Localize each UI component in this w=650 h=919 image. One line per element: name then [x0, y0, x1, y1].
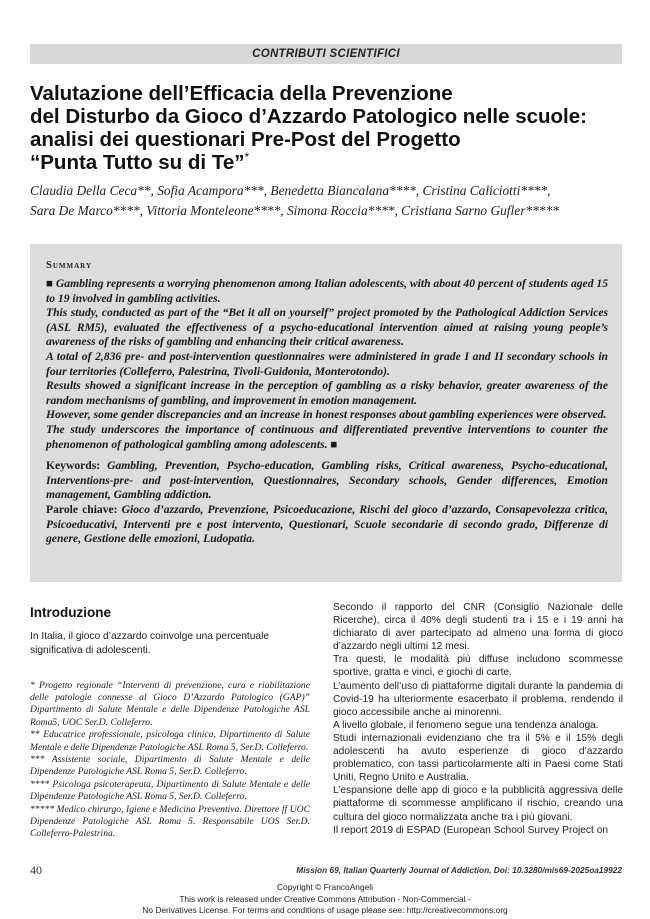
footnotes	[30, 680, 310, 841]
copyright-notice	[0, 882, 650, 917]
keywords-english	[46, 459, 608, 503]
parole-chiave-label: Parole chiave:	[46, 502, 118, 516]
footnote: ** Educatrice professionale, psicologa clinica, Dipartimento di Salute Mentale e delle Dipendenze Patologiche ASL Roma 5, Ser.D. Colleferro.	[30, 729, 310, 753]
body-paragraph: A livello globale, il fenomeno segue una tendenza analoga.	[333, 719, 599, 731]
author-line: Claudia Della Ceca**, Sofia Acampora***, Benedetta Biancalana****, Cristina Caliciotti****,	[30, 183, 551, 198]
body-paragraph: L’espansione delle app di gioco e la pubblicità aggressiva delle piattaforme di scommesse amplificano il rischio, creando una cultura del gioco normalizzata anche tra i più giovani.	[333, 785, 623, 823]
body-paragraph: L’aumento dell’uso di piattaforme digitali durante la pandemia di Covid-19 ha ulteriormente esacerbato il problema, rendendo il gioco accessibile anche ai minorenni.	[333, 680, 623, 718]
license-line: This work is released under Creative Commons Attribution - Non-Commercial -	[179, 893, 471, 904]
keywords-italian	[46, 503, 608, 547]
introduction-heading: Introduzione	[30, 605, 111, 620]
article-title	[30, 82, 620, 174]
parole-chiave-text: Gioco d’azzardo, Prevenzione, Psicoeducazione, Rischi del gioco d’azzardo, Consapevolezza critica, Psicoeducativi, Interventi pre e post intervento, Questionari, Scuole secondarie di secondo grado, Differenze di genere, Gestione delle emozioni, Ludopatia.	[46, 502, 609, 546]
footnote: ***** Medico chirurgo, Igiene e Medicina Preventiva. Direttore ff UOC Dipendenze Patologiche ASL Roma 5. Responsabile UOS Ser.D. Colleferro-Palestrina.	[30, 803, 310, 840]
keywords-text: Gambling, Prevention, Psycho-education, Gambling risks, Critical awareness, Psycho-educational, Interventions-pre- and post-intervention, Questionnaires, Secondary schools, Gender differences, Emotion management, Gambling addiction.	[46, 459, 608, 502]
title-line	[30, 151, 620, 174]
summary-paragraph: A total of 2,836 pre- and post-intervention questionnaires were administered in grade I and II secondary schools in four territories (Colleferro, Palestrina, Tivoli-Guidonia, Monterotondo).	[46, 349, 608, 378]
license-line: No Derivatives License. For terms and conditions of usage please see: http://creativecommons.org	[142, 905, 508, 915]
footnote: * Progetto regionale “Interventi di prevenzione, cura e riabilitazione delle patologie connesse al Gioco D’Azzardo Patologico (GAP)” Dipartimento di Salute Mentale e delle Dipendenze Patologiche ASL Roma5, UOC Ser.D. Colleferro.	[30, 679, 310, 728]
right-column	[333, 601, 623, 837]
author-list	[30, 181, 625, 221]
title-line: Valutazione dell’Efficacia della Prevenzione	[30, 82, 453, 105]
copyright-line: Copyright © FrancoAngeli	[276, 882, 373, 892]
title-line: del Disturbo da Gioco d’Azzardo Patologico nelle scuole:	[30, 105, 587, 128]
section-header: CONTRIBUTI SCIENTIFICI	[30, 44, 622, 64]
title-line: analisi dei questionari Pre-Post del Progetto	[30, 128, 461, 151]
author-line: Sara De Marco****, Vittoria Monteleone****, Simona Roccia****, Cristiana Sarno Gufler*****	[30, 203, 559, 218]
title-footnote-marker: *	[244, 150, 250, 165]
summary-box	[30, 244, 622, 582]
body-paragraph: Tra questi, le modalità più diffuse includono scommesse sportive, gratta e vinci, e giochi di carte.	[333, 654, 623, 679]
summary-paragraph: Results showed a significant increase in the perception of gambling as a risky behavior, greater awareness of the random mechanisms of gambling, and improvement in emotion management.	[46, 379, 608, 407]
title-line-text: “Punta Tutto su di Te”	[30, 151, 245, 174]
keywords-label: Keywords:	[46, 459, 101, 473]
left-column	[30, 605, 310, 841]
page-number: 40	[30, 863, 42, 877]
journal-citation: Mission 69, Italian Quarterly Journal of Addiction, Doi: 10.3280/mis69-2025oa19922	[296, 865, 622, 875]
footnote: *** Assistente sociale, Dipartimento di Salute Mentale e delle Dipendenze Patologiche ASL Roma 5, Ser.D. Colleferro.	[30, 754, 310, 778]
introduction-text: In Italia, il gioco d’azzardo coinvolge una percentuale significativa di adolescenti.	[30, 631, 269, 656]
footnote: **** Psicologa psicoterapeuta, Dipartimento di Salute Mentale e delle Dipendenze Patologiche ASL Roma 5, Ser.D. Colleferro.	[30, 778, 310, 803]
body-paragraph: Studi internazionali evidenziano che tra il 5% e il 15% degli adolescenti ha avuto esperienze di gioco d’azzardo problematico, con tassi particolarmente alti in Paesi come Stati Uniti, Regno Unito e Australia.	[333, 732, 623, 784]
body-paragraph: Il report 2019 di ESPAD (European School Survey Project on	[333, 824, 609, 836]
summary-paragraph: However, some gender discrepancies and an increase in honest responses about gambling experiences were observed.	[46, 408, 607, 422]
summary-paragraph: The study underscores the importance of continuous and differentiated preventive interventions to counter the phenomenon of pathological gambling among adolescents. ■	[46, 422, 608, 451]
keywords-block	[46, 459, 608, 547]
summary-paragraph: ■ Gambling represents a worrying phenomenon among Italian adolescents, with about 40 percent of students aged 15 to 19 involved in gambling activities.	[46, 277, 608, 305]
summary-paragraph: This study, conducted as part of the “Bet it all on yourself” project promoted by the Pathological Addiction Services (ASL RM5), evaluated the effectiveness of a psycho-educational intervention aimed at raising young people’s awareness of the risks of gambling and enhancing their critical awareness.	[46, 306, 608, 349]
body-paragraph: Secondo il rapporto del CNR (Consiglio Nazionale delle Ricerche), circa il 40% degli studenti tra i 15 e i 19 anni ha dichiarato di aver partecipato ad almeno una forma di gioco d’azzardo negli ultimi 12 mesi.	[333, 602, 623, 653]
summary-heading: Summary	[46, 260, 93, 271]
